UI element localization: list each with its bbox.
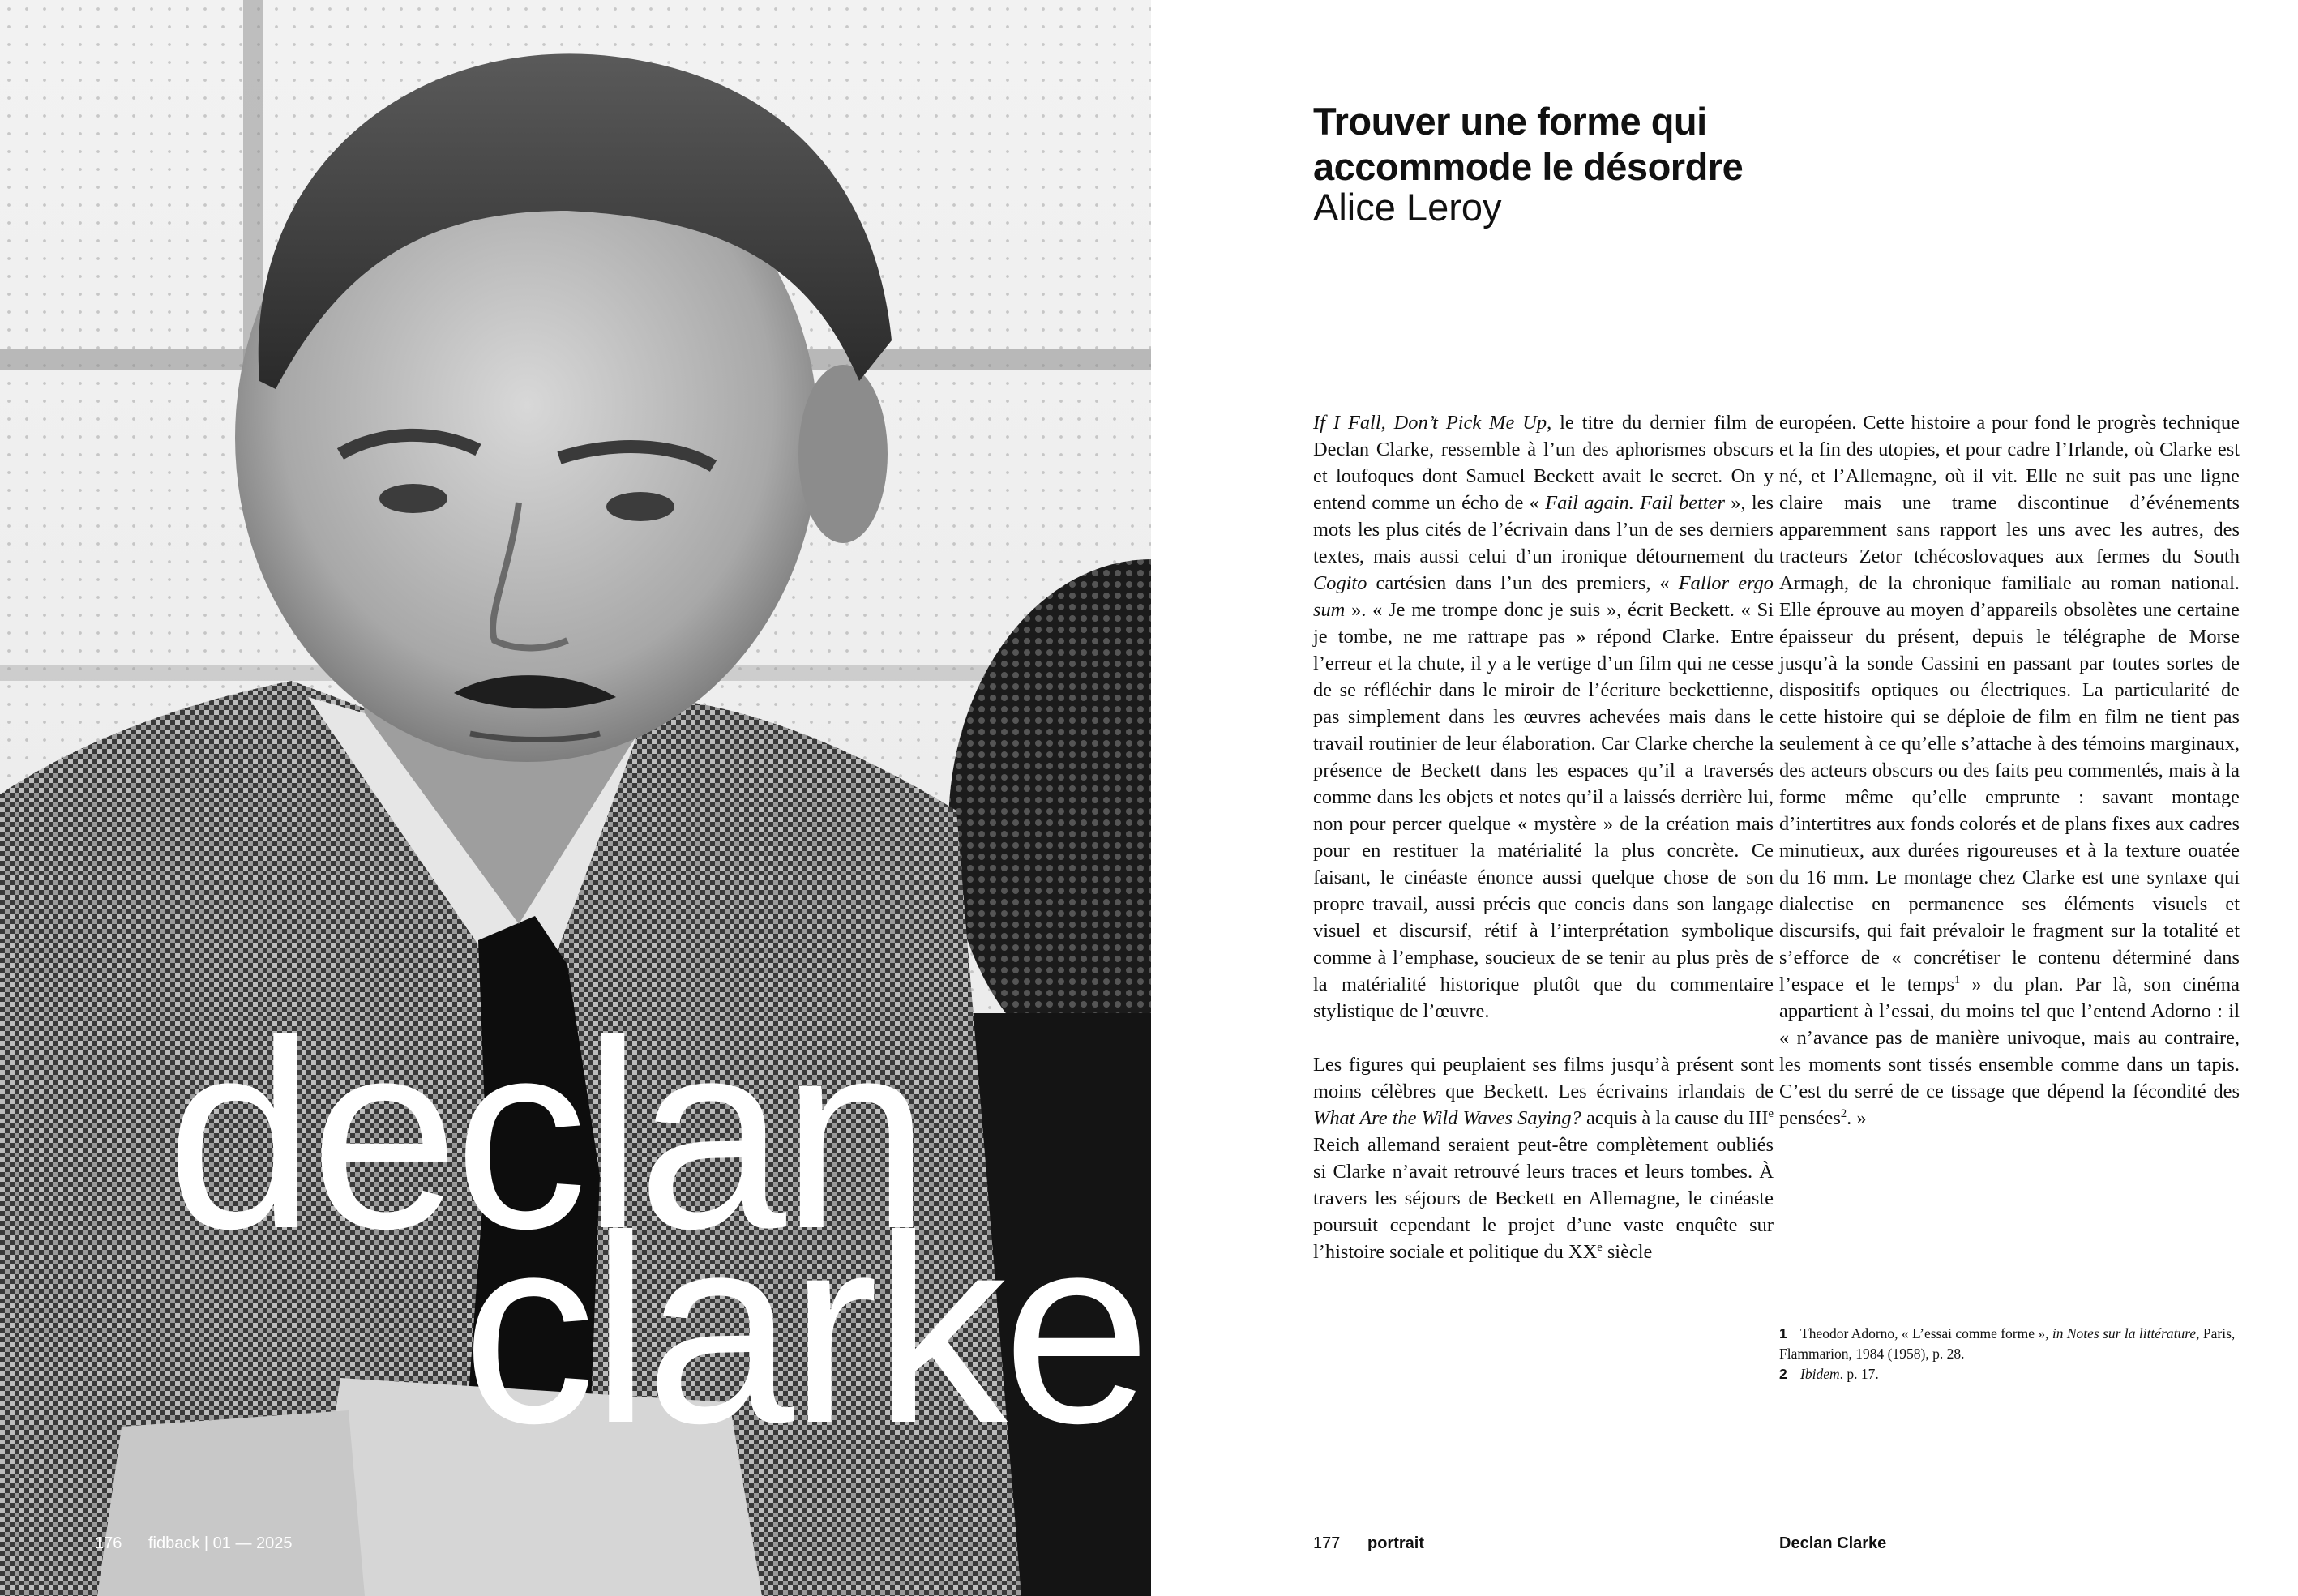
big-title-line2: clarke	[462, 1179, 1147, 1478]
page-number-right: 177	[1313, 1534, 1341, 1552]
article-title: Trouver une forme qui accommode le désordre	[1313, 100, 1744, 188]
running-name: Declan Clarke	[1779, 1534, 1887, 1552]
footnote-1: 1 Theodor Adorno, « L’essai comme forme », in Notes sur la littérature, Paris, Flammarion, 1984 (1958), p. 28.	[1779, 1325, 2236, 1362]
film-title: If I Fall, Don’t Pick Me Up	[1313, 412, 1547, 434]
page-number-left: 176	[95, 1534, 122, 1552]
film-title: What Are the Wild Waves Saying?	[1313, 1107, 1581, 1129]
paragraph-3: européen. Cette histoire a pour fond le progrès technique et la fin des utopies, et pour cadre l’Irlande, où Clarke est né, et l’Allemagne, où il vit. Elle ne suit pas une ligne claire mais une trame discontinue d’événements apparemment sans rapport les uns avec les autres, des tracteurs Zetor tchécoslovaques aux fermes du South Armagh, de la chronique familiale au roman national. Elle éprouve au moyen d’appareils obsolètes une certaine épaisseur du présent, depuis le télégraphe de Morse jusqu’à la sonde Cassini en passant par toutes sortes de dispositifs optiques ou électriques. La particularité de cette histoire qui se déploie de film en film ne tient pas seulement à ce qu’elle s’attache à des témoins marginaux, des acteurs obscurs ou des faits peu commentés, mais à la forme même qu’elle emprunte : savant montage d’intertitres aux fonds colorés et de plans fixes aux cadres minutieux, aux durées rigoureuses et à la texture ouatée du 16 mm. Le montage chez Clarke est une syntaxe qui dialectise en permanence ses éléments visuels et discursifs, qui fait prévaloir le fragment sur la totalité et s’efforce de « concrétiser le contenu déterminé dans l’espace et le temps$^1$ » du plan. Par là, son cinéma appartient à l’essai, du moins tel que l’entend Adorno : il « n’avance pas de manière univoque, mais au contraire, les moments sont tissés ensemble comme dans un tapis. C’est du serré de ce tissage que dépend la fécondité des pensées$^2$. »	[1779, 412, 2240, 1129]
text-column-2	[1779, 409, 2240, 1158]
section-label: portrait	[1367, 1534, 1424, 1552]
big-title-line1: declan	[166, 985, 926, 1284]
paragraph-1: If I Fall, Don’t Pick Me Up, le titre du dernier film de Declan Clarke, ressemble à l’un des aphorismes obscurs et loufoques dont Samuel Beckett avait le secret. On y entend comme un écho de « Fail again. Fail better », les mots les plus cités de l’écrivain dans l’un de ses derniers textes, mais aussi celui d’un ironique détournement du Cogito cartésien dans l’un des premiers, « Fallor ergo sum ». « Je me trompe donc je suis », écrit Beckett. « Si je tombe, ne me rattrape pas » répond Clarke. Entre l’erreur et la chute, il y a le vertige d’un film qui ne cesse de se réfléchir dans le miroir de l’écriture beckettienne, pas simplement dans les œuvres achevées mais dans le travail routinier de leur élaboration. Car Clarke cherche la présence de Beckett dans les espaces qu’il a traversés comme dans les objets et notes qu’il a laissés derrière lui, non pour percer quelque « mystère » de la création mais pour en restituer la matérialité la plus concrète. Ce faisant, le cinéaste énonce aussi quelque chose de son propre travail, aussi précis que concis dans son langage visuel et discursif, rétif à l’interprétation symbolique comme à l’emphase, soucieux de se tenir au plus près de la matérialité historique plutôt que du commentaire stylistique de l’œuvre.	[1313, 412, 1774, 1022]
running-head: fidback | 01 — 2025	[148, 1534, 293, 1552]
footnote-ref-1[interactable]: 1	[1954, 973, 1961, 986]
footnotes	[1779, 1324, 2240, 1384]
paragraph-2: Les figures qui peuplaient ses films jusqu’à présent sont moins célèbres que Beckett. Les écrivains irlandais de What Are the Wild Waves Saying? acquis à la cause du IIIe Reich allemand seraient peut-être complètement oubliés si Clarke n’avait retrouvé leurs traces et leurs tombes. À travers les séjours de Beckett en Allemagne, le cinéaste poursuit cependant le projet d’une vaste enquête sur l’histoire sociale et politique du XXe siècle	[1313, 1054, 1774, 1263]
footnote-ref-2[interactable]: 2	[1840, 1106, 1847, 1120]
footnote-2: 2 Ibidem. p. 17.	[1779, 1366, 1879, 1382]
article-author: Alice Leroy	[1313, 186, 1502, 229]
text-column-1	[1313, 409, 1774, 1292]
